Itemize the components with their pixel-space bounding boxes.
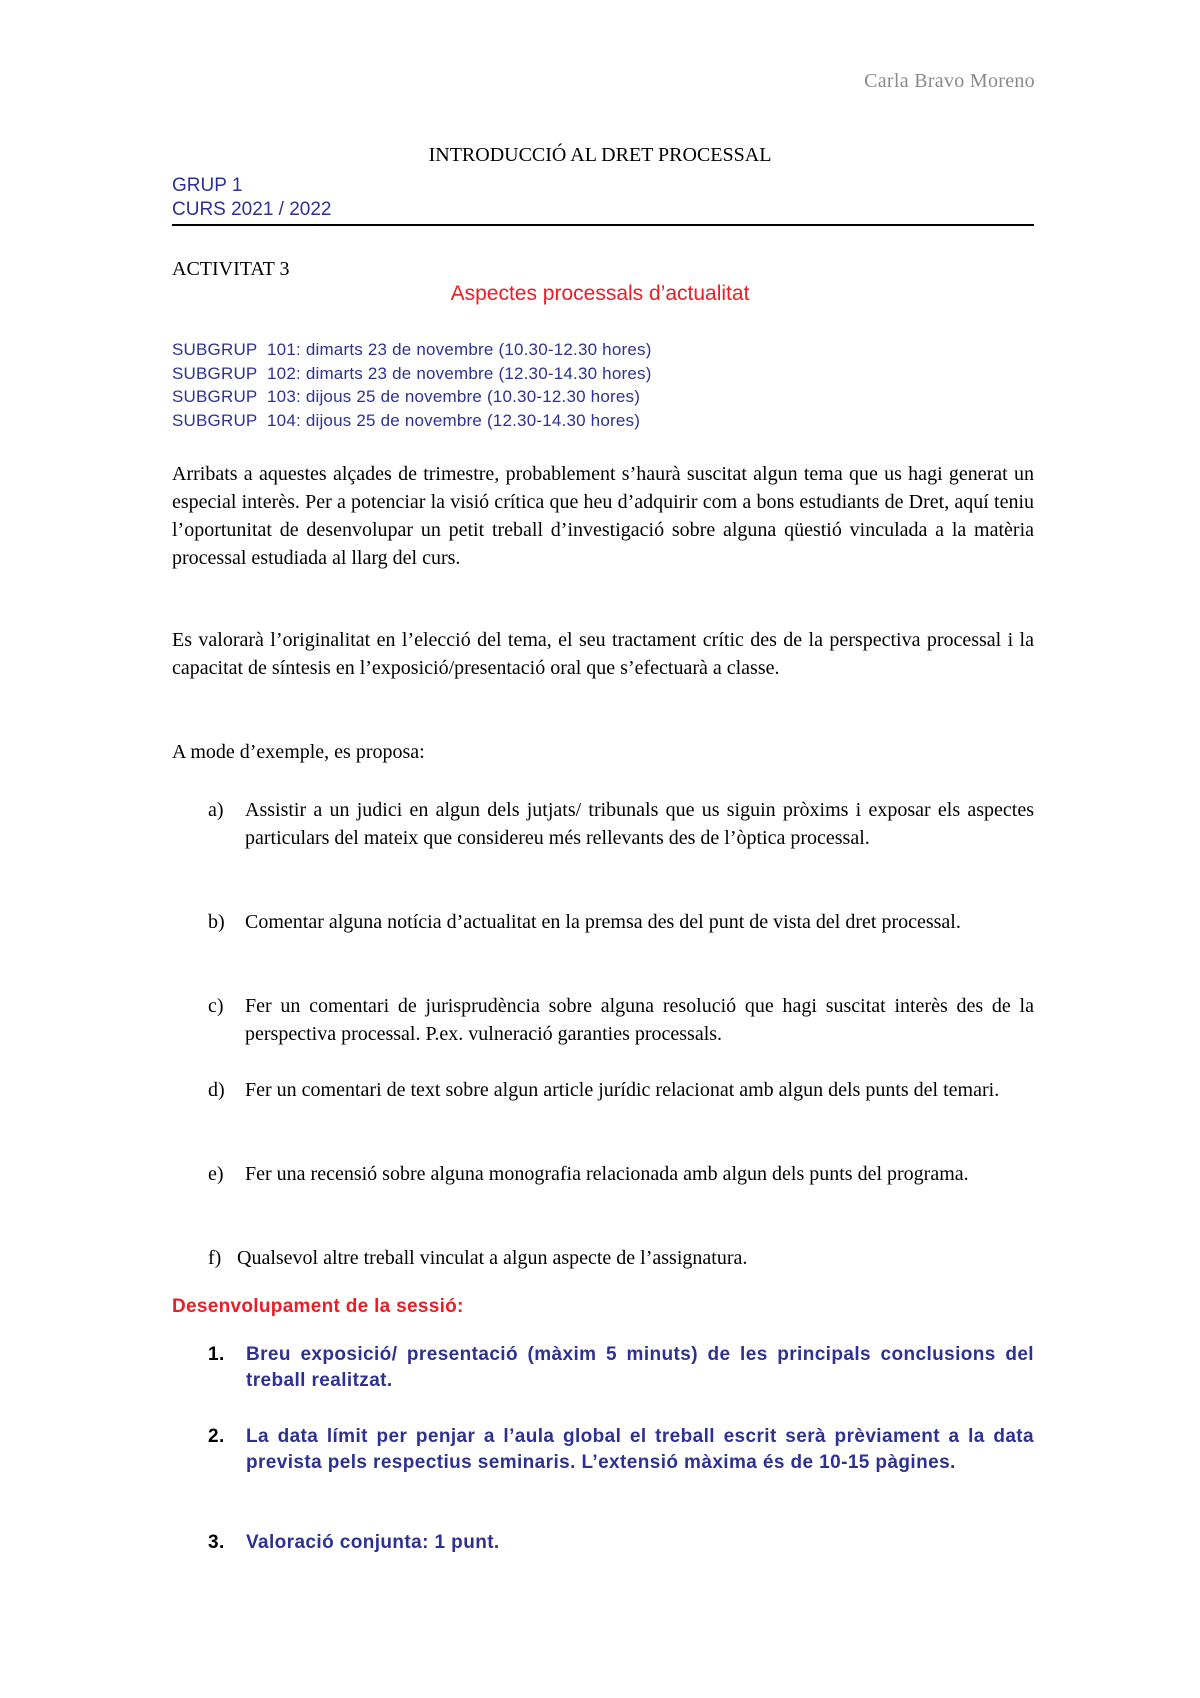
option-item: [208, 1244, 1034, 1272]
option-item: [208, 992, 1034, 1048]
option-item: [208, 908, 1034, 936]
subgroup-line: SUBGRUP 104: dijous 25 de novembre (12.30-14.30 hores): [172, 410, 641, 430]
author-name: Carla Bravo Moreno: [864, 70, 1035, 92]
session-item-number: 1.: [208, 1344, 225, 1365]
option-marker: e): [208, 1163, 224, 1185]
session-item: [208, 1342, 1034, 1394]
option-item: [208, 1160, 1034, 1188]
option-marker: b): [208, 911, 225, 933]
session-heading: Desenvolupament de la sessió:: [172, 1296, 464, 1317]
evaluation-paragraph: Es valorarà l’originalitat en l’elecció del tema, el seu tractament crític des de la perspectiva processal i la capacitat de síntesis en l’exposició/presentació oral que s’efectuarà a classe.: [172, 629, 1034, 679]
subgroup-schedule: [172, 338, 652, 432]
session-item-number: 2.: [208, 1426, 225, 1447]
option-item: [208, 796, 1034, 852]
subgroup-line: SUBGRUP 102: dimarts 23 de novembre (12.30-14.30 hores): [172, 363, 652, 383]
option-text: Fer un comentari de text sobre algun article jurídic relacionat amb algun dels punts del temari.: [245, 1079, 1000, 1101]
activity-title: Aspectes processals d’actualitat: [450, 282, 750, 305]
course-title: INTRODUCCIÓ AL DRET PROCESSAL: [428, 144, 772, 166]
header-divider: [172, 224, 1034, 226]
option-marker: f): [208, 1247, 222, 1269]
option-text: Comentar alguna notícia d’actualitat en la premsa des del punt de vista del dret processal.: [245, 911, 961, 933]
group-info: [172, 174, 332, 222]
option-marker: a): [208, 799, 224, 821]
session-item-text: Valoració conjunta: 1 punt.: [246, 1532, 500, 1553]
session-item-number: 3.: [208, 1532, 225, 1553]
option-marker: c): [208, 995, 224, 1017]
session-item-text: Breu exposició/ presentació (màxim 5 minuts) de les principals conclusions del treball realitzat.: [246, 1344, 1034, 1391]
session-item: [208, 1424, 1034, 1476]
option-text: Assistir a un judici en algun dels jutjats/ tribunals que us siguin pròxims i exposar els aspectes particulars del mateix que considereu més rellevants des de l’òptica processal.: [245, 799, 1034, 849]
activity-label: ACTIVITAT 3: [172, 258, 290, 280]
option-text: Fer una recensió sobre alguna monografia relacionada amb algun dels punts del programa.: [245, 1163, 969, 1185]
option-item: [208, 1076, 1034, 1104]
group-label: GRUP 1: [172, 175, 243, 196]
option-marker: d): [208, 1079, 225, 1101]
option-text: Qualsevol altre treball vinculat a algun aspecte de l’assignatura.: [237, 1247, 748, 1269]
example-lead: A mode d’exemple, es proposa:: [172, 741, 425, 763]
session-item-text: La data límit per penjar a l’aula global el treball escrit serà prèviament a la data prevista pels respectius seminaris. L’extensió màxima és de 10-15 pàgines.: [246, 1426, 1034, 1473]
session-item: [208, 1530, 1034, 1556]
option-text: Fer un comentari de jurisprudència sobre alguna resolució que hagi suscitat interès des de la perspectiva processal. P.ex. vulneració garanties processals.: [245, 995, 1034, 1045]
course-year: CURS 2021 / 2022: [172, 199, 332, 220]
intro-paragraph: Arribats a aquestes alçades de trimestre, probablement s’haurà suscitat algun tema que us hagi generat un especial interès. Per a potenciar la visió crítica que heu d’adquirir com a bons estudiants de Dret, aquí teniu l’oportunitat de desenvolupar un petit treball d’investigació sobre alguna qüestió vinculada a la matèria processal estudiada al llarg del curs.: [172, 463, 1034, 569]
subgroup-line: SUBGRUP 101: dimarts 23 de novembre (10.30-12.30 hores): [172, 340, 652, 359]
subgroup-line: SUBGRUP 103: dijous 25 de novembre (10.30-12.30 hores): [172, 387, 641, 406]
